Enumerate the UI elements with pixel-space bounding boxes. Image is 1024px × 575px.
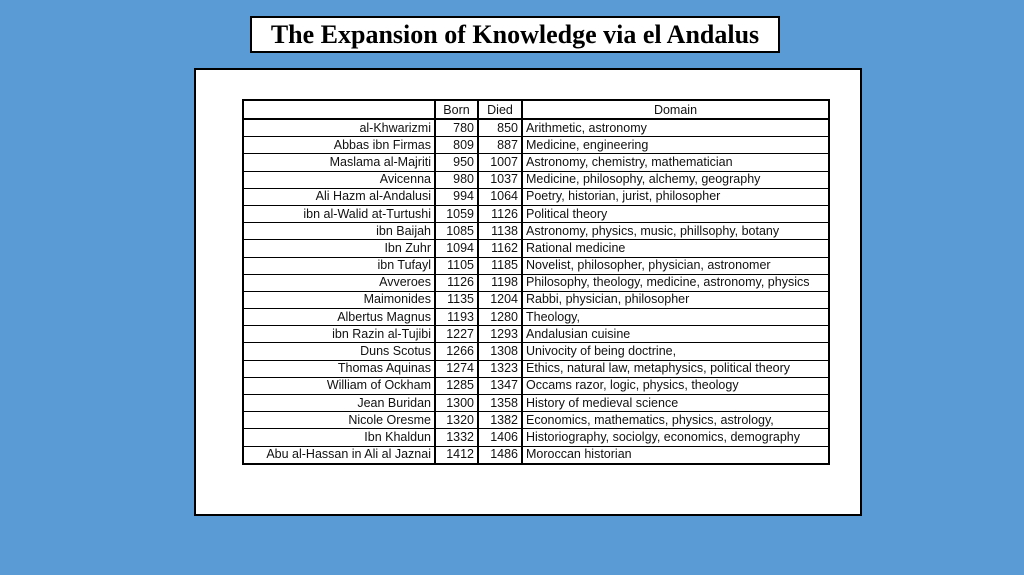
cell-died: 1126 <box>478 205 522 222</box>
cell-died: 1138 <box>478 223 522 240</box>
cell-died: 1486 <box>478 446 522 463</box>
table-row <box>244 257 828 274</box>
cell-died: 1064 <box>478 188 522 205</box>
cell-domain: Univocity of being doctrine, <box>522 343 828 360</box>
cell-died: 850 <box>478 119 522 137</box>
table-row <box>244 412 828 429</box>
cell-domain: Historiography, sociolgy, economics, demography <box>522 429 828 446</box>
table-row <box>244 188 828 205</box>
cell-name: Ibn Khaldun <box>244 429 435 446</box>
table-row <box>244 171 828 188</box>
table-row <box>244 343 828 360</box>
cell-name: Maimonides <box>244 291 435 308</box>
cell-name: Maslama al-Majriti <box>244 154 435 171</box>
cell-domain: History of medieval science <box>522 395 828 412</box>
cell-domain: Arithmetic, astronomy <box>522 119 828 137</box>
cell-domain: Astronomy, physics, music, phillsophy, botany <box>522 223 828 240</box>
cell-born: 1094 <box>435 240 478 257</box>
cell-name: Abbas ibn Firmas <box>244 137 435 154</box>
cell-born: 1105 <box>435 257 478 274</box>
cell-born: 994 <box>435 188 478 205</box>
cell-domain: Rabbi, physician, philosopher <box>522 291 828 308</box>
cell-died: 1358 <box>478 395 522 412</box>
cell-name: William of Ockham <box>244 377 435 394</box>
cell-born: 1193 <box>435 309 478 326</box>
table-row <box>244 274 828 291</box>
table-row <box>244 240 828 257</box>
cell-died: 1280 <box>478 309 522 326</box>
scholars-table-frame <box>242 99 830 465</box>
cell-died: 1347 <box>478 377 522 394</box>
cell-domain: Medicine, philosophy, alchemy, geography <box>522 171 828 188</box>
cell-born: 1332 <box>435 429 478 446</box>
cell-born: 1126 <box>435 274 478 291</box>
cell-died: 1406 <box>478 429 522 446</box>
table-row <box>244 360 828 377</box>
cell-died: 1382 <box>478 412 522 429</box>
cell-died: 1185 <box>478 257 522 274</box>
cell-name: ibn Tufayl <box>244 257 435 274</box>
table-row <box>244 291 828 308</box>
cell-born: 1300 <box>435 395 478 412</box>
cell-born: 780 <box>435 119 478 137</box>
cell-domain: Andalusian cuisine <box>522 326 828 343</box>
cell-died: 1204 <box>478 291 522 308</box>
slide-title-text: The Expansion of Knowledge via el Andalus <box>270 19 760 49</box>
header-domain: Domain <box>522 101 828 119</box>
cell-born: 950 <box>435 154 478 171</box>
cell-name: Nicole Oresme <box>244 412 435 429</box>
cell-born: 1412 <box>435 446 478 463</box>
cell-born: 980 <box>435 171 478 188</box>
cell-name: Abu al-Hassan in Ali al Jaznai <box>244 446 435 463</box>
cell-died: 1308 <box>478 343 522 360</box>
cell-born: 1285 <box>435 377 478 394</box>
cell-born: 1274 <box>435 360 478 377</box>
cell-name: Ibn Zuhr <box>244 240 435 257</box>
table-row <box>244 309 828 326</box>
table-row <box>244 119 828 137</box>
table-row <box>244 154 828 171</box>
table-row <box>244 377 828 394</box>
cell-born: 1320 <box>435 412 478 429</box>
cell-domain: Economics, mathematics, physics, astrology, <box>522 412 828 429</box>
cell-domain: Political theory <box>522 205 828 222</box>
cell-domain: Theology, <box>522 309 828 326</box>
cell-born: 1266 <box>435 343 478 360</box>
cell-name: Ali Hazm al-Andalusi <box>244 188 435 205</box>
cell-name: ibn Razin al-Tujibi <box>244 326 435 343</box>
cell-name: Duns Scotus <box>244 343 435 360</box>
cell-name: Jean Buridan <box>244 395 435 412</box>
table-row <box>244 446 828 463</box>
cell-domain: Poetry, historian, jurist, philosopher <box>522 188 828 205</box>
cell-name: Avicenna <box>244 171 435 188</box>
cell-born: 1059 <box>435 205 478 222</box>
table-body <box>244 119 828 463</box>
cell-died: 887 <box>478 137 522 154</box>
cell-domain: Rational medicine <box>522 240 828 257</box>
cell-born: 1227 <box>435 326 478 343</box>
header-died: Died <box>478 101 522 119</box>
cell-domain: Philosophy, theology, medicine, astronomy, physics <box>522 274 828 291</box>
cell-died: 1198 <box>478 274 522 291</box>
cell-name: ibn al-Walid at-Turtushi <box>244 205 435 222</box>
cell-domain: Ethics, natural law, metaphysics, political theory <box>522 360 828 377</box>
cell-name: Albertus Magnus <box>244 309 435 326</box>
cell-died: 1037 <box>478 171 522 188</box>
cell-domain: Astronomy, chemistry, mathematician <box>522 154 828 171</box>
cell-name: ibn Baijah <box>244 223 435 240</box>
cell-domain: Novelist, philosopher, physician, astronomer <box>522 257 828 274</box>
cell-domain: Occams razor, logic, physics, theology <box>522 377 828 394</box>
cell-born: 1135 <box>435 291 478 308</box>
cell-died: 1162 <box>478 240 522 257</box>
table-row <box>244 205 828 222</box>
cell-born: 809 <box>435 137 478 154</box>
table-row <box>244 137 828 154</box>
cell-born: 1085 <box>435 223 478 240</box>
cell-name: Avveroes <box>244 274 435 291</box>
slide-title <box>250 16 780 53</box>
header-born: Born <box>435 101 478 119</box>
table-row <box>244 429 828 446</box>
header-row <box>244 101 828 119</box>
cell-name: al-Khwarizmi <box>244 119 435 137</box>
table-header <box>244 101 828 119</box>
cell-domain: Moroccan historian <box>526 447 632 462</box>
cell-domain: Medicine, engineering <box>522 137 828 154</box>
cell-name: Thomas Aquinas <box>244 360 435 377</box>
cell-died: 1323 <box>478 360 522 377</box>
table-row <box>244 326 828 343</box>
cell-died: 1293 <box>478 326 522 343</box>
header-name <box>244 101 435 119</box>
table-row <box>244 395 828 412</box>
scholars-table <box>244 101 828 463</box>
table-panel <box>194 68 862 516</box>
table-row <box>244 223 828 240</box>
cell-died: 1007 <box>478 154 522 171</box>
